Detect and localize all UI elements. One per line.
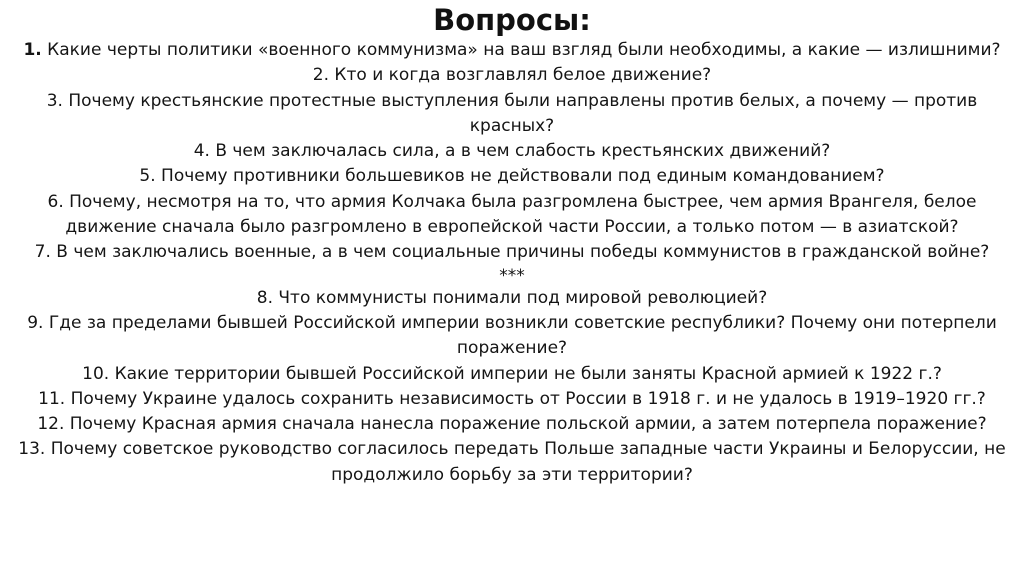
- question-10: 10. Какие территории бывшей Российской империи не были заняты Красной армией к 1922 г.?: [82, 363, 942, 384]
- question-13: 13. Почему советское руководство согласилось передать Польше западные части Украины и Белоруссии, не продолжило борьбу за эти территории?: [18, 439, 1006, 485]
- question-11: 11. Почему Украине удалось сохранить независимость от России в 1918 г. и не удалось в 1919–1920 гг.?: [38, 388, 986, 409]
- question-4: 4. В чем заключалась сила, а в чем слабость крестьянских движений?: [193, 141, 831, 162]
- question-2: 2. Кто и когда возглавлял белое движение?: [312, 65, 712, 86]
- question-3: 3. Почему крестьянские протестные выступления были направлены против белых, а почему — против красных?: [46, 90, 978, 136]
- question-6: 6. Почему, несмотря на то, что армия Колчака была разгромлена быстрее, чем армия Врангеля, белое движение сначала было разгромлено в европейской части России, а только потом — в азиатской?: [47, 191, 977, 238]
- section-separator: ***: [499, 265, 525, 286]
- question-5: 5. Почему противники большевиков не действовали под единым командованием?: [139, 166, 885, 187]
- question-list: [0, 38, 1024, 488]
- question-7: 7. В чем заключались военные, а в чем социальные причины победы коммунистов в гражданской войне?: [34, 242, 990, 263]
- slide-title: Вопросы:: [433, 3, 591, 37]
- question-12: 12. Почему Красная армия сначала нанесла поражение польской армии, а затем потерпела поражение?: [37, 414, 987, 435]
- question-number: 1.: [23, 40, 42, 60]
- question-1: [0, 38, 1024, 63]
- question-9: 9. Где за пределами бывшей Российской империи возникли советские республики? Почему они потерпели поражение?: [27, 312, 997, 359]
- question-text: Какие черты политики «военного коммунизма» на ваш взгляд были необходимы, а какие — излишними?: [41, 40, 1001, 60]
- question-8: 8. Что коммунисты понимали под мировой революцией?: [256, 287, 768, 308]
